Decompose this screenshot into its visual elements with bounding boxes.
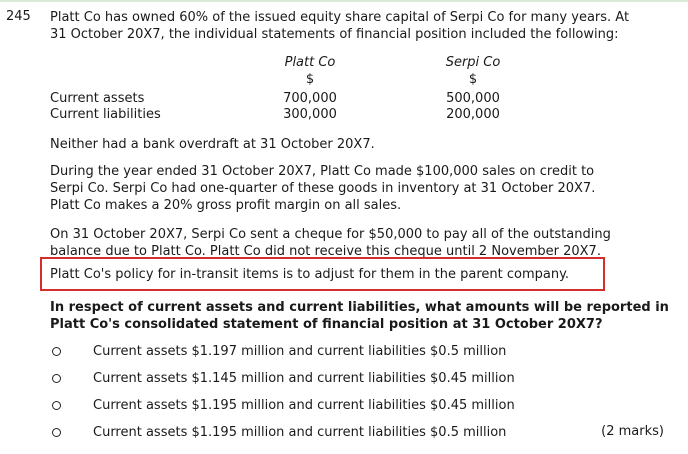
radio-button[interactable] xyxy=(52,401,61,410)
intro-line: Platt Co has owned 60% of the issued equity share capital of Serpi Co for many years. At xyxy=(50,10,630,25)
row-value-serpi: 500,000 xyxy=(446,91,500,106)
sales-paragraph xyxy=(50,163,670,214)
question-line: Platt Co's consolidated statement of financial position at 31 October 20X7? xyxy=(50,317,603,332)
overdraft-note: Neither had a bank overdraft at 31 October 20X7. xyxy=(50,137,375,152)
radio-button[interactable] xyxy=(52,347,61,356)
unit-platt: $ xyxy=(305,72,315,87)
row-label: Current liabilities xyxy=(50,107,161,122)
question-line: In respect of current assets and current liabilities, what amounts will be reported in xyxy=(50,300,669,315)
option-d[interactable] xyxy=(52,423,506,441)
option-label: Current assets $1.195 million and current liabilities $0.45 million xyxy=(93,397,515,413)
sales-line: Serpi Co. Serpi Co had one-quarter of these goods in inventory at 31 October 20X7. xyxy=(50,181,596,196)
policy-text: Platt Co's policy for in-transit items is to adjust for them in the parent company. xyxy=(50,267,570,282)
intro-paragraph xyxy=(50,9,670,43)
option-label: Current assets $1.195 million and current liabilities $0.5 million xyxy=(93,424,507,440)
row-value-serpi: 200,000 xyxy=(446,107,500,122)
sales-line: During the year ended 31 October 20X7, Platt Co made $100,000 sales on credit to xyxy=(50,164,595,179)
header-platt: Platt Co xyxy=(284,55,336,70)
row-value-platt: 300,000 xyxy=(283,107,337,122)
intro-line: 31 October 20X7, the individual statements of financial position included the following: xyxy=(50,27,619,42)
radio-button[interactable] xyxy=(52,374,61,383)
option-label: Current assets $1.197 million and current liabilities $0.5 million xyxy=(93,343,507,359)
top-rule xyxy=(0,0,688,2)
question-number: 245 xyxy=(6,9,31,24)
header-serpi: Serpi Co xyxy=(445,55,501,70)
option-a[interactable] xyxy=(52,342,506,360)
option-c[interactable] xyxy=(52,396,515,414)
cheque-line: balance due to Platt Co. Platt Co did not receive this cheque until 2 November 20X7. xyxy=(50,244,601,259)
unit-serpi: $ xyxy=(468,72,478,87)
question-stem xyxy=(50,299,670,333)
option-b[interactable] xyxy=(52,369,515,387)
marks-label: (2 marks) xyxy=(601,424,664,439)
option-label: Current assets $1.145 million and current liabilities $0.45 million xyxy=(93,370,515,386)
row-label: Current assets xyxy=(50,91,145,106)
sales-line: Platt Co makes a 20% gross profit margin on all sales. xyxy=(50,198,402,213)
radio-button[interactable] xyxy=(52,428,61,437)
cheque-paragraph xyxy=(50,226,670,260)
row-value-platt: 700,000 xyxy=(283,91,337,106)
cheque-line: On 31 October 20X7, Serpi Co sent a cheque for $50,000 to pay all of the outstanding xyxy=(50,227,611,242)
